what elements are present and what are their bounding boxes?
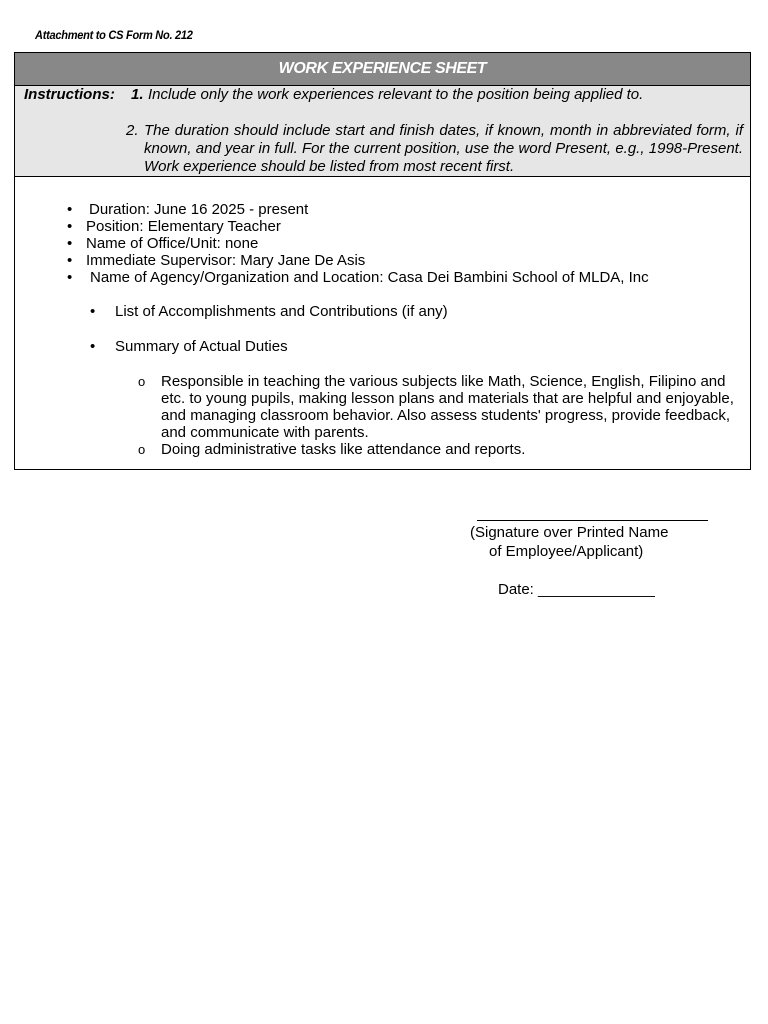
signature-line — [477, 520, 708, 521]
position-text: Position: Elementary Teacher — [86, 218, 281, 235]
instructions-section — [15, 86, 750, 177]
form-title: WORK EXPERIENCE SHEET — [15, 53, 750, 86]
duration-item — [67, 201, 649, 218]
instruction-2-number: 2. — [126, 122, 139, 139]
instruction-2-text: The duration should include start and finish dates, if known, month in abbreviated form, if known, and year in full. For the current position, use the word Present, e.g., 1998-Present. Work experience should be listed from most recent first. — [144, 122, 743, 175]
signature-caption-line1: (Signature over Printed Name — [470, 524, 669, 541]
office-item — [67, 235, 649, 252]
agency-text: Name of Agency/Organization and Location: Casa Dei Bambini School of MLDA, Inc — [90, 269, 649, 286]
accomplishments-list — [90, 303, 448, 320]
date-field: Date: ______________ — [498, 581, 655, 598]
duties-detail-list — [138, 373, 748, 458]
duty-item: o Responsible in teaching the various subjects like Math, Science, English, Filipino and etc. to young pupils, making lesson plans and materials that are helpful and enjoyable, and managing classroom behavior. Also assess students' progress, provide feedback, and communicate with parents. — [138, 373, 748, 441]
work-experience-form — [14, 52, 751, 470]
attachment-label: Attachment to CS Form No. 212 — [35, 28, 193, 42]
experience-content — [15, 177, 750, 467]
signature-caption-line2: of Employee/Applicant) — [489, 543, 644, 560]
instruction-1-number: 1. — [131, 86, 144, 103]
instructions-label: Instructions: — [24, 86, 115, 103]
accomplishments-item: • List of Accomplishments and Contributions (if any) — [90, 303, 448, 320]
duration-text: Duration: June 16 2025 - present — [89, 201, 309, 218]
duties-item: • Summary of Actual Duties — [90, 338, 288, 355]
experience-details — [67, 201, 649, 286]
position-item — [67, 218, 649, 235]
instruction-1-text: Include only the work experiences relevant to the position being applied to. — [148, 86, 644, 103]
supervisor-item — [67, 252, 649, 269]
duties-list — [90, 338, 288, 355]
agency-item — [67, 269, 649, 286]
supervisor-text: Immediate Supervisor: Mary Jane De Asis — [86, 252, 366, 269]
office-text: Name of Office/Unit: none — [86, 235, 259, 252]
duty-item: o Doing administrative tasks like attendance and reports. — [138, 441, 748, 458]
